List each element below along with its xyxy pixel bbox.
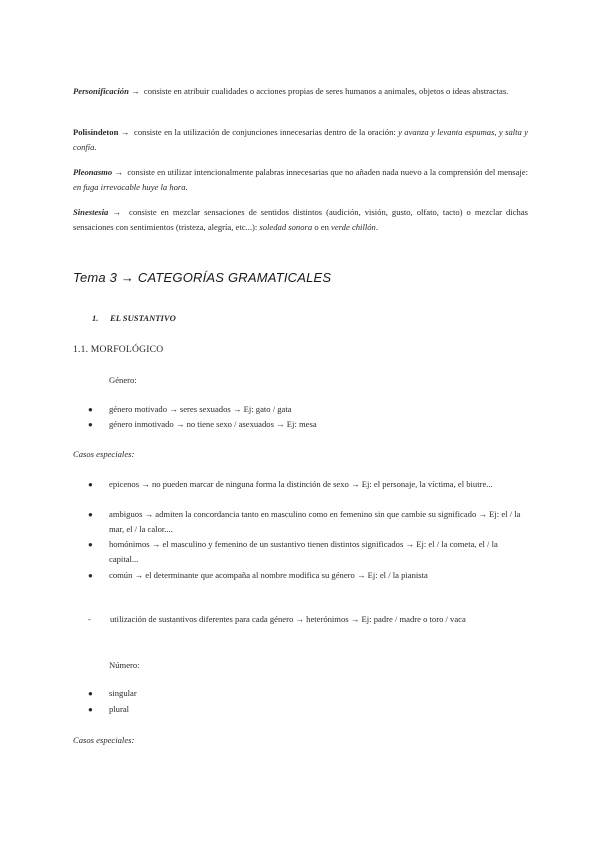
definition-personificacion	[73, 84, 528, 99]
list-item-text: género motivado → seres sexuados → Ej: gato / gata	[109, 404, 292, 414]
definition-example: y avanza y levanta espumas, y salta y confía.	[73, 127, 528, 152]
list-item-text: plural	[109, 704, 130, 714]
list-item-text: homónimos → el masculino y femenino de un sustantivo tienen distintos significados → Ej: el / la cometa, el / la capital...	[109, 539, 498, 564]
list-item	[88, 507, 528, 537]
arrow-icon: →	[131, 86, 140, 96]
bullet-icon: ●	[88, 571, 93, 580]
arrow-icon: →	[112, 207, 121, 217]
list-item-text: género inmotivado → no tiene sexo / asexuados → Ej: mesa	[109, 419, 317, 429]
bullet-icon: ●	[88, 540, 93, 549]
list-item	[88, 477, 528, 507]
list-item	[88, 568, 528, 583]
numero-label: Número:	[109, 660, 140, 670]
bullet-icon: ●	[88, 510, 93, 519]
bullet-icon: ●	[88, 405, 93, 414]
dash-list-item	[88, 612, 466, 627]
subsection-heading: 1.1. MORFOLÓGICO	[73, 344, 164, 355]
bullet-icon: ●	[88, 705, 93, 714]
definition-connector: o en	[314, 222, 329, 232]
genero-label: Género:	[109, 375, 137, 385]
definition-example-1: soledad sonora	[259, 222, 313, 232]
definition-example: en fuga irrevocable huye la hora.	[73, 182, 188, 192]
list-item-text: ambiguos → admiten la concordancia tanto en masculino como en femenino sin que cambie su significado → Ej: el / la mar, el / la calor....	[109, 509, 521, 534]
definition-end: .	[375, 222, 378, 232]
bullet-icon: ●	[88, 689, 93, 698]
term-sinestesia: Sinestesia	[73, 207, 109, 217]
tema-title: Tema 3 → CATEGORÍAS GRAMATICALES	[73, 270, 332, 285]
list-item-text: común → el determinante que acompaña al nombre modifica su género → Ej: el / la pianista	[109, 570, 428, 580]
definition-text: consiste en mezclar sensaciones de sentidos distintos (audición, visión, gusto, olfato, tacto) o mezclar dichas sensaciones con sentimientos (tristeza, alegría, etc...):	[73, 207, 529, 232]
definition-text: consiste en atribuir cualidades o acciones propias de seres humanos a animales, objetos o ideas abstractas.	[143, 86, 509, 96]
section-number: 1.	[92, 313, 99, 323]
definition-pleonasmo	[73, 165, 528, 195]
list-item	[88, 417, 528, 432]
dash-mark: -	[88, 614, 91, 624]
dash-item-text: utilización de sustantivos diferentes para cada género → heterónimos → Ej: padre / madre o toro / vaca	[110, 614, 466, 624]
definition-polisindeton	[73, 125, 528, 155]
term-personificacion: Personificación	[73, 86, 129, 96]
section-heading	[92, 311, 176, 326]
arrow-icon: →	[120, 127, 130, 137]
list-item	[88, 537, 528, 567]
list-item-text: singular	[109, 688, 137, 698]
list-item	[88, 402, 528, 417]
definition-text: consiste en utilizar intencionalmente palabras innecesarias que no añaden nada nuevo a la comprensión del mensaje:	[127, 167, 529, 177]
term-polisindeton: Polisíndeton	[73, 127, 119, 137]
term-pleonasmo: Pleonasmo	[73, 167, 113, 177]
bullet-icon: ●	[88, 420, 93, 429]
definition-text: consiste en la utilización de conjunciones innecesarias dentro de la oración:	[134, 127, 396, 137]
section-title: EL SUSTANTIVO	[110, 313, 176, 323]
list-item	[88, 702, 528, 717]
list-item-text: epicenos → no pueden marcar de ninguna forma la distinción de sexo → Ej: el personaje, la víctima, el biutre...	[109, 479, 493, 489]
bullet-icon: ●	[88, 480, 93, 489]
definition-sinestesia	[73, 205, 528, 235]
list-item	[88, 686, 528, 701]
casos-especiales-label: Casos especiales:	[73, 449, 135, 459]
casos-especiales-label: Casos especiales:	[73, 735, 135, 745]
definition-example-2: verde chillón	[331, 222, 376, 232]
arrow-icon: →	[114, 167, 123, 177]
